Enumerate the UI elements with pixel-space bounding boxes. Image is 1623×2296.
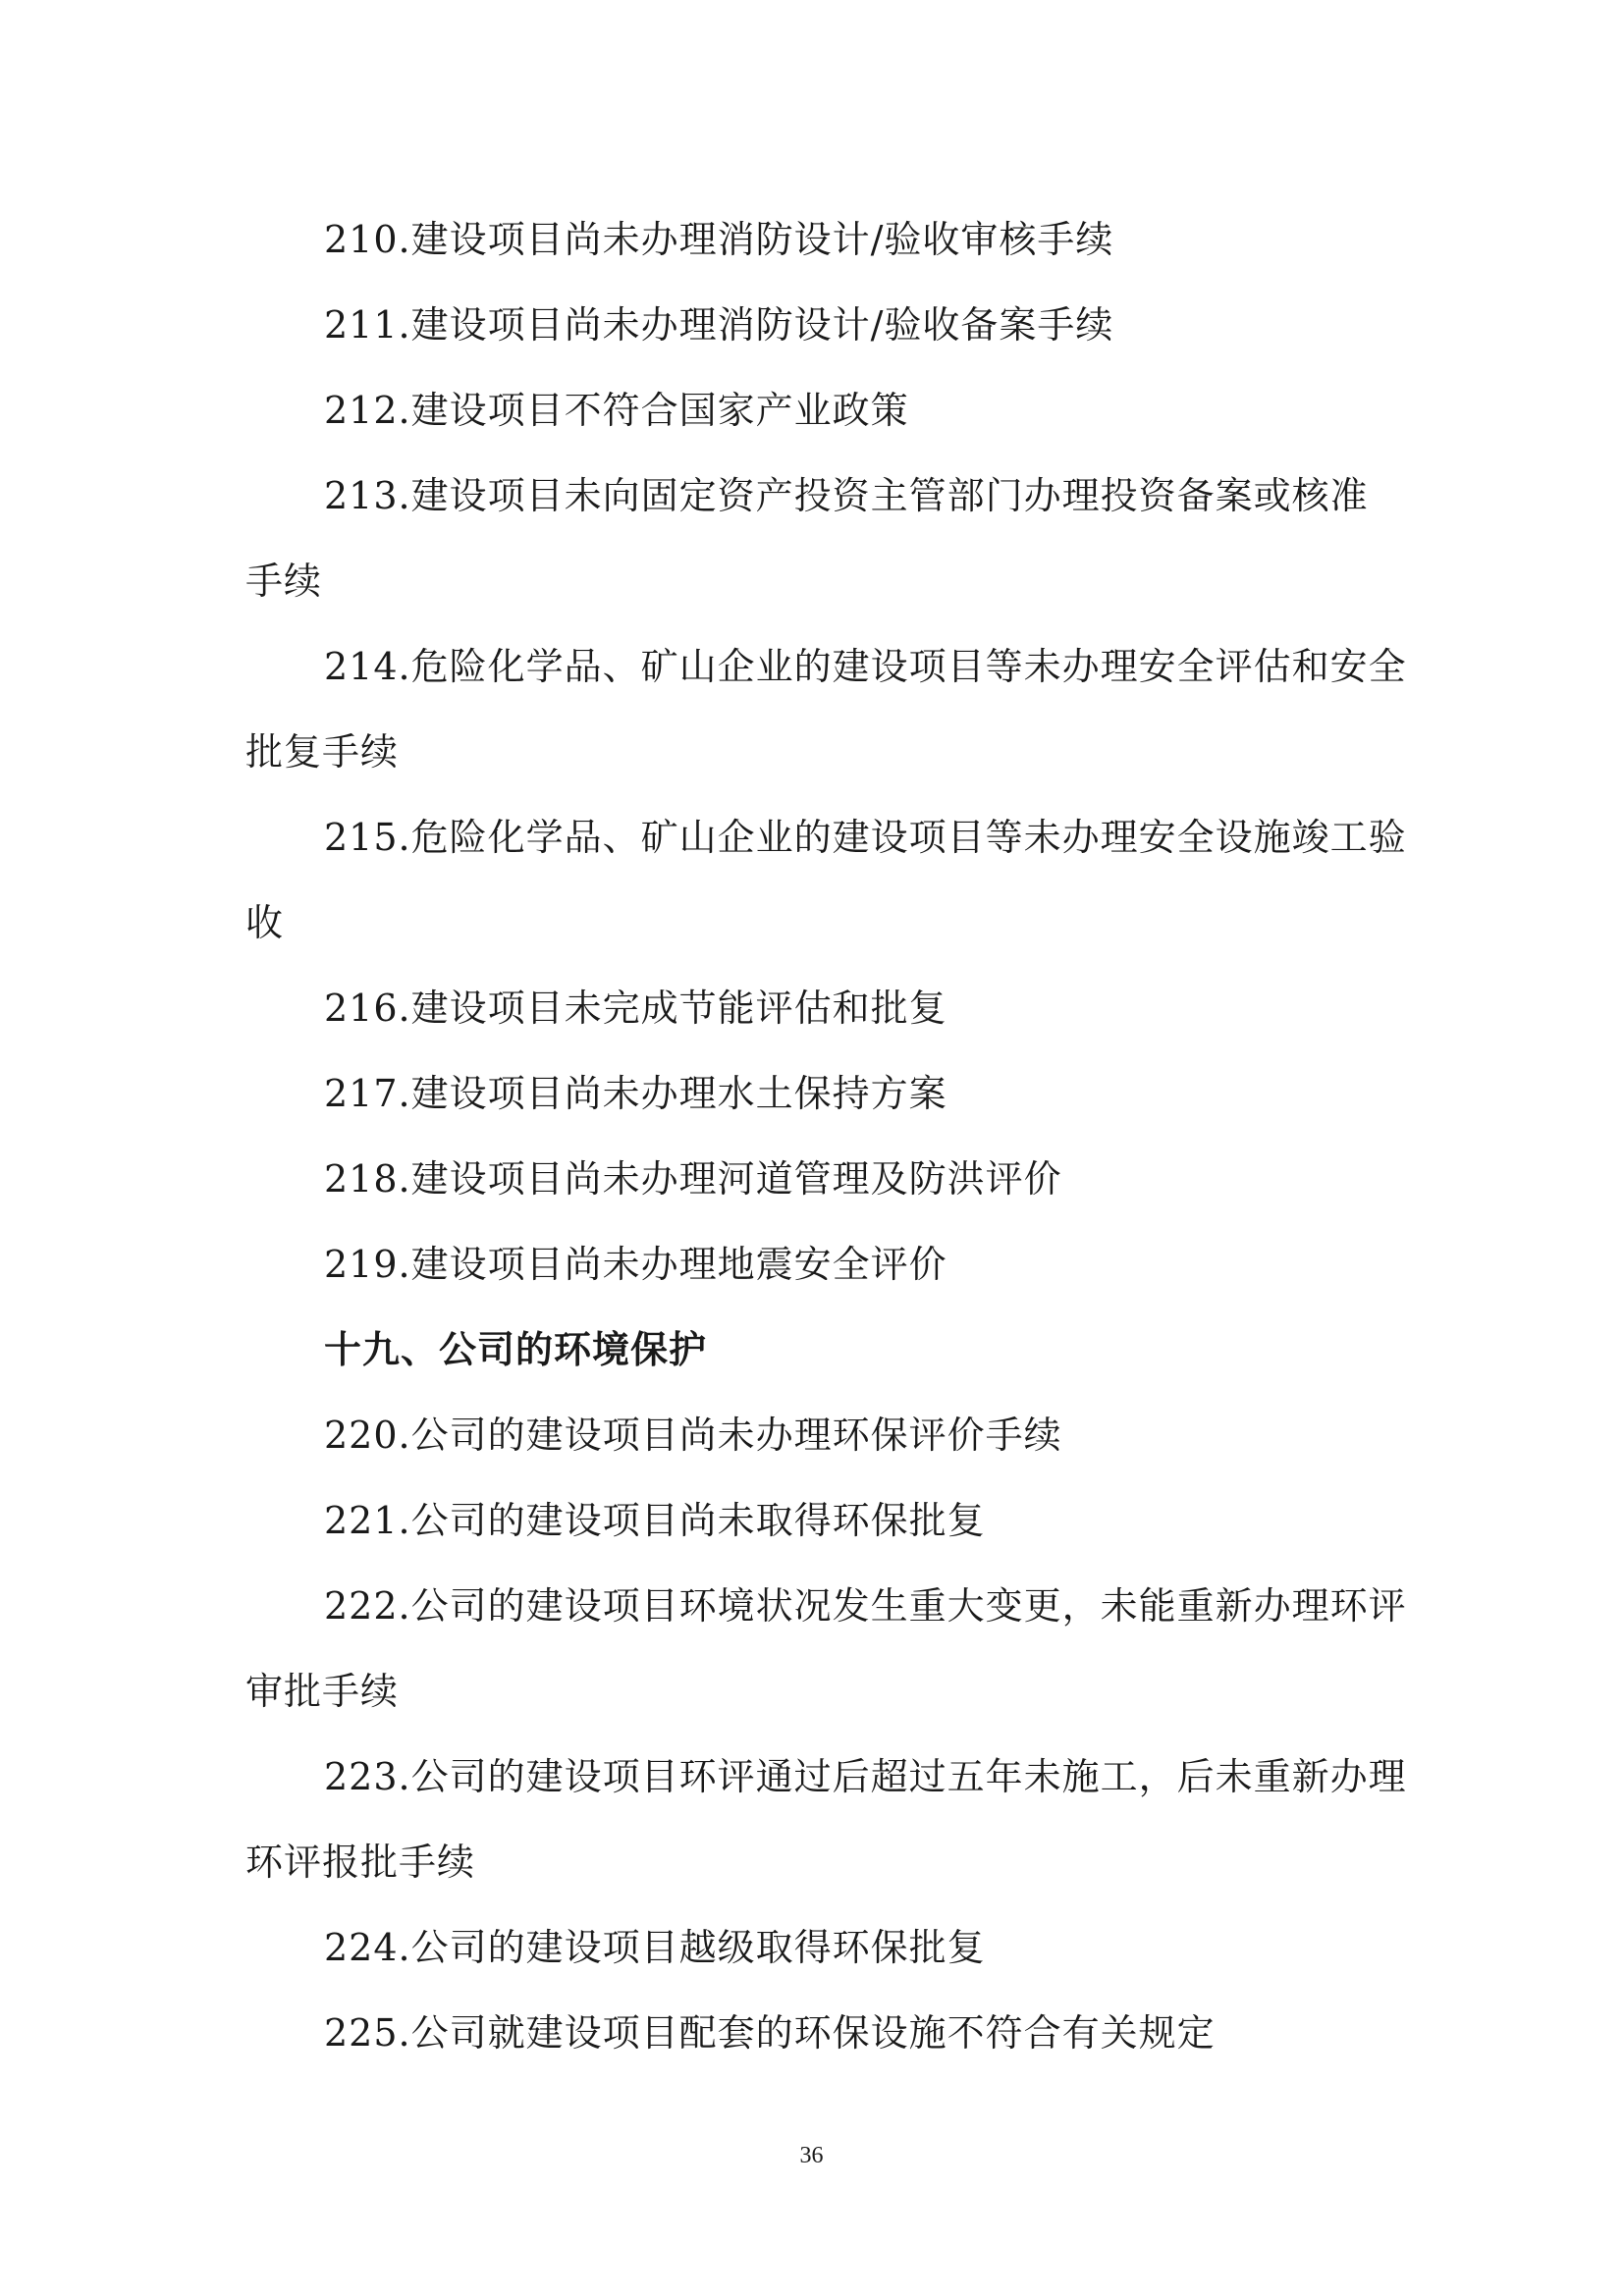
list-item-214-continuation: 批复手续 [245, 730, 400, 774]
section-heading: 十九、公司的环境保护 [324, 1328, 708, 1371]
list-item-223: 223.公司的建设项目环评通过后超过五年未施工，后未重新办理 [324, 1755, 1407, 1798]
list-item-210: 210.建设项目尚未办理消防设计/验收审核手续 [324, 218, 1114, 261]
list-item-216: 216.建设项目未完成节能评估和批复 [324, 987, 947, 1030]
page-number: 36 [799, 2143, 824, 2168]
list-item-222: 222.公司的建设项目环境状况发生重大变更，未能重新办理环评 [324, 1584, 1407, 1628]
list-item-218: 218.建设项目尚未办理河道管理及防洪评价 [324, 1157, 1062, 1201]
list-item-214: 214.危险化学品、矿山企业的建设项目等未办理安全评估和安全 [324, 645, 1407, 688]
list-item-222-continuation: 审批手续 [245, 1670, 400, 1713]
list-item-220: 220.公司的建设项目尚未办理环保评价手续 [324, 1414, 1062, 1457]
list-item-224: 224.公司的建设项目越级取得环保批复 [324, 1926, 986, 1969]
list-item-215-continuation: 收 [245, 901, 285, 944]
list-item-223-continuation: 环评报批手续 [245, 1841, 476, 1884]
list-item-217: 217.建设项目尚未办理水土保持方案 [324, 1072, 947, 1115]
list-item-213-continuation: 手续 [245, 560, 323, 603]
list-item-219: 219.建设项目尚未办理地震安全评价 [324, 1243, 947, 1286]
list-item-211: 211.建设项目尚未办理消防设计/验收备案手续 [324, 303, 1114, 347]
list-item-221: 221.公司的建设项目尚未取得环保批复 [324, 1499, 986, 1542]
list-item-212: 212.建设项目不符合国家产业政策 [324, 389, 909, 432]
list-item-213: 213.建设项目未向固定资产投资主管部门办理投资备案或核准 [324, 474, 1369, 517]
list-item-215: 215.危险化学品、矿山企业的建设项目等未办理安全设施竣工验 [324, 816, 1407, 859]
list-item-225: 225.公司就建设项目配套的环保设施不符合有关规定 [324, 2011, 1216, 2055]
